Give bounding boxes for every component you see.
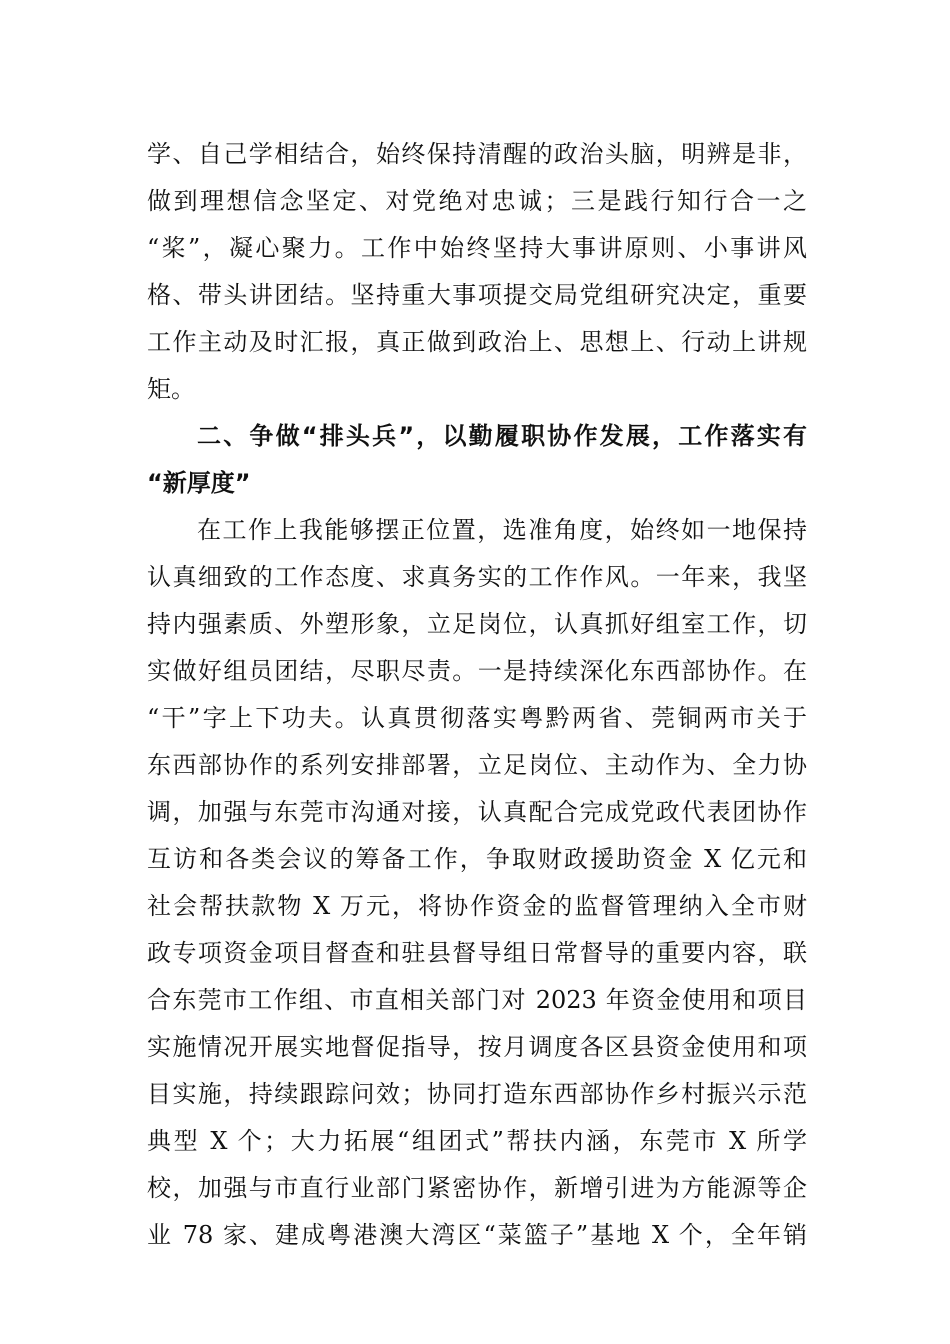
text-line: 互访和各类会议的筹备工作，争取财政援助资金 X 亿元和 [147, 845, 807, 873]
text-line: 校，加强与市直行业部门紧密协作，新增引进为方能源等企 [147, 1174, 807, 1202]
text-line: 调，加强与东莞市沟通对接，认真配合完成党政代表团协作 [147, 798, 807, 826]
text-line: 工作主动及时汇报，真正做到政治上、思想上、行动上讲规 [147, 328, 807, 356]
text-line: 做到理想信念坚定、对党绝对忠诚；三是践行知行合一之 [147, 187, 807, 215]
text-line: 东西部协作的系列安排部署，立足岗位、主动作为、全力协 [147, 751, 807, 779]
text-line: 认真细致的工作态度、求真务实的工作作风。一年来，我坚 [147, 563, 807, 591]
text-line: 社会帮扶款物 X 万元，将协作资金的监督管理纳入全市财 [147, 892, 807, 920]
text-line: 格、带头讲团结。坚持重大事项提交局党组研究决定，重要 [147, 281, 807, 309]
text-line: 矩。 [147, 375, 195, 403]
text-line: 实做好组员团结，尽职尽责。一是持续深化东西部协作。在 [147, 657, 807, 685]
text-line: “桨”，凝心聚力。工作中始终坚持大事讲原则、小事讲风 [147, 234, 807, 262]
text-line: 实施情况开展实地督促指导，按月调度各区县资金使用和项 [147, 1033, 807, 1061]
text-line: 典型 X 个；大力拓展“组团式”帮扶内涵，东莞市 X 所学 [147, 1127, 807, 1155]
text-line: 学、自己学相结合，始终保持清醒的政治头脑，明辨是非， [147, 140, 807, 168]
text-line: “干”字上下功夫。认真贯彻落实粤黔两省、莞铜两市关于 [147, 704, 807, 732]
text-line: 合东莞市工作组、市直相关部门对 2023 年资金使用和项目 [147, 986, 807, 1014]
section-heading [147, 413, 807, 507]
text-line: 持内强素质、外塑形象，立足岗位，认真抓好组室工作，切 [147, 610, 807, 638]
document-page [147, 131, 807, 1259]
text-line: 政专项资金项目督查和驻县督导组日常督导的重要内容，联 [147, 939, 807, 967]
heading-line: 二、争做“排头兵”，以勤履职协作发展，工作落实有 [197, 422, 807, 450]
paragraph-2 [147, 507, 807, 1259]
heading-line: “新厚度” [147, 469, 251, 497]
text-line: 目实施，持续跟踪问效；协同打造东西部协作乡村振兴示范 [147, 1080, 807, 1108]
paragraph-1 [147, 131, 807, 413]
text-line: 业 78 家、建成粤港澳大湾区“菜篮子”基地 X 个，全年销 [147, 1221, 807, 1249]
text-line: 在工作上我能够摆正位置，选准角度，始终如一地保持 [197, 516, 807, 544]
